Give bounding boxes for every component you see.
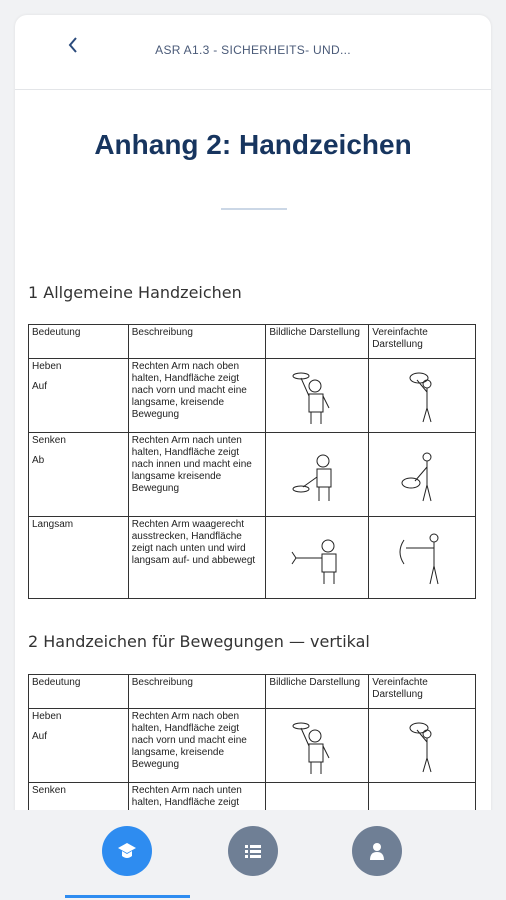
column-header: Bildliche Darstellung (266, 325, 369, 359)
title-divider (221, 208, 287, 210)
list-icon (242, 840, 264, 862)
section-heading-1: 1 Allgemeine Handzeichen (28, 283, 242, 302)
hand-signals-table-2 (28, 674, 476, 815)
stick-figure-illustration (369, 709, 476, 783)
top-bar (15, 15, 491, 90)
section-heading-2: 2 Handzeichen für Bewegungen — vertikal (28, 632, 370, 651)
column-header: Vereinfachte Darstellung (369, 675, 476, 709)
column-header: Bedeutung (29, 325, 129, 359)
stick-figure-illustration (369, 433, 476, 517)
nav-profile-button[interactable] (352, 826, 402, 876)
description-cell: Rechten Arm nach oben halten, Handfläche zeigt nach vorn und macht eine langsame, kreisende Bewegung (128, 359, 266, 433)
worker-illustration (266, 359, 369, 433)
worker-illustration (266, 433, 369, 517)
graduation-cap-icon (116, 840, 138, 862)
column-header: Bedeutung (29, 675, 129, 709)
meaning-cell: Senken Ab (29, 433, 129, 517)
hand-signals-table-1 (28, 324, 476, 599)
table-row (29, 709, 476, 783)
meaning-cell: Heben Auf (29, 359, 129, 433)
description-cell: Rechten Arm nach unten halten, Handfläche zeigt (128, 783, 266, 816)
table-row (29, 517, 476, 599)
user-icon (366, 840, 388, 862)
table-header-row (29, 325, 476, 359)
description-cell: Rechten Arm nach oben halten, Handfläche zeigt nach vorn und macht eine langsame, kreisende Bewegung (128, 709, 266, 783)
stick-figure-illustration (369, 359, 476, 433)
meaning-cell: Langsam (29, 517, 129, 599)
stick-figure-illustration (369, 517, 476, 599)
content-card (15, 15, 491, 815)
description-cell: Rechten Arm waagerecht ausstrecken, Handfläche zeigt nach unten und wird langsam auf- und abbewegt (128, 517, 266, 599)
column-header: Beschreibung (128, 675, 266, 709)
bottom-navigation (0, 810, 506, 900)
table-row (29, 433, 476, 517)
nav-list-button[interactable] (228, 826, 278, 876)
worker-illustration (266, 709, 369, 783)
description-cell: Rechten Arm nach unten halten, Handfläche zeigt nach innen und macht eine langsame kreisende Bewegung (128, 433, 266, 517)
column-header: Vereinfachte Darstellung (369, 325, 476, 359)
header-title: ASR A1.3 - SICHERHEITS- UND... (155, 43, 351, 57)
table-header-row (29, 675, 476, 709)
nav-learn-button[interactable] (102, 826, 152, 876)
column-header: Bildliche Darstellung (266, 675, 369, 709)
worker-illustration (266, 517, 369, 599)
meaning-cell: Heben Auf (29, 709, 129, 783)
table-row (29, 359, 476, 433)
column-header: Beschreibung (128, 325, 266, 359)
page-title: Anhang 2: Handzeichen (94, 129, 412, 160)
meaning-cell: Senken (29, 783, 129, 816)
active-tab-indicator (65, 895, 190, 898)
